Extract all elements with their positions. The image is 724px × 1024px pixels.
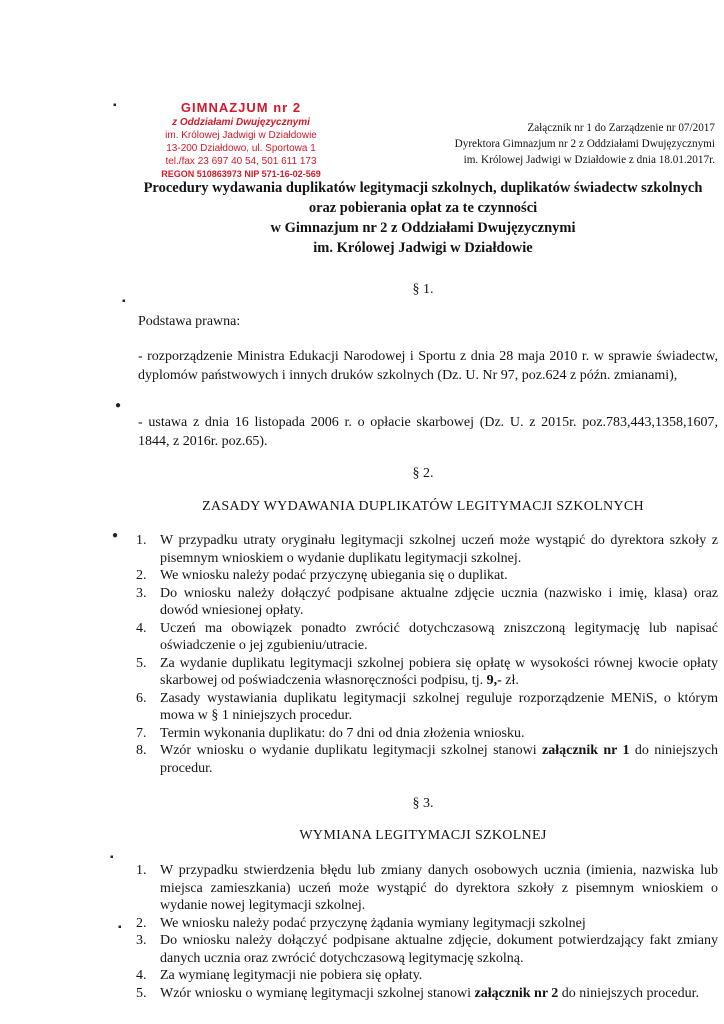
list-item	[136, 862, 718, 915]
stamp-line-1: z Oddziałami Dwujęzycznymi	[172, 117, 310, 128]
item-number: 4.	[136, 968, 147, 983]
list-item	[136, 655, 718, 690]
item-number: 2.	[136, 915, 147, 931]
item-text: Za wymianę legitymacji nie pobiera się opłaty.	[160, 968, 423, 983]
item-text: Do wniosku należy dołączyć podpisane aktualne zdjęcie ucznia (nazwisko i imię, klasa) oraz dowód wniesionej opłaty.	[160, 585, 718, 618]
stamp-line-2: im. Królowej Jadwigi w Działdowie	[165, 130, 317, 141]
attachment-line-2: Dyrektora Gimnazjum nr 2 z Oddziałami Dwujęzycznymi	[454, 138, 715, 150]
attachment-line-3: im. Królowej Jadwigi w Działdowie z dnia 18.01.2017r.	[463, 154, 715, 166]
legal-basis-item-1: - rozporządzenie Ministra Edukacji Narodowej i Sportu z dnia 28 maja 2010 r. w sprawie świadectw, dyplomów państwowych i innych druków szkolnych (Dz. U. Nr 97, poz.624 z późn. zmianami),	[138, 349, 718, 383]
item-text: Uczeń ma obowiązek ponadto zwrócić dotychczasową zniszczoną legitymację lub napisać oświadczenie o jej zgubieniu/utracie.	[160, 620, 718, 653]
title-line-4: im. Królowej Jadwigi w Działdowie	[313, 240, 533, 256]
section-2-heading: ZASADY WYDAWANIA DUPLIKATÓW LEGITYMACJI SZKOLNYCH	[202, 499, 644, 514]
fee-amount: 9,-	[486, 673, 502, 688]
item-number: 6.	[136, 690, 147, 706]
item-number: 2.	[136, 568, 147, 583]
item-number: 3.	[136, 585, 147, 601]
item-text: We wniosku należy podać przyczynę ubiegania się o duplikat.	[160, 568, 508, 583]
attachment-line-1: Załącznik nr 1 do Zarządzenie nr 07/2017	[527, 122, 715, 134]
item-number: 1.	[136, 863, 147, 878]
scan-speck: ●	[115, 400, 122, 411]
list-item	[136, 742, 718, 777]
section-2-list	[136, 532, 718, 777]
attachment-reference: załącznik nr 2	[474, 985, 559, 1001]
list-item	[136, 567, 718, 585]
school-stamp	[150, 100, 332, 181]
item-number: 5.	[136, 985, 147, 1001]
document-title	[128, 178, 718, 258]
item-text: Termin wykonania duplikatu: do 7 dni od dnia złożenia wniosku.	[160, 725, 525, 741]
item-text-post: zł.	[501, 673, 519, 688]
item-number: 5.	[136, 655, 147, 671]
section-3-marker: § 3.	[412, 796, 434, 811]
item-number: 7.	[136, 725, 147, 741]
item-text-pre: Wzór wniosku o wymianę legitymacji szkolnej stanowi	[160, 985, 475, 1001]
item-number: 8.	[136, 743, 147, 758]
item-text-post: do niniejszych procedur.	[160, 743, 718, 776]
list-item	[136, 690, 718, 725]
item-text-pre: Za wydanie duplikatu legitymacji szkolnej pobiera się opłatę w wysokości równej kwocie opłaty skarbowej od poświadczenia własnoręczności podpisu, tj.	[160, 655, 718, 688]
list-item	[136, 585, 718, 620]
item-number: 3.	[136, 933, 147, 948]
stamp-title: GIMNAZJUM nr 2	[180, 100, 302, 115]
title-line-1: Procedury wydawania duplikatów legitymacji szkolnych, duplikatów świadectw szkolnych	[143, 180, 703, 196]
item-text: We wniosku należy podać przyczynę żądania wymiany legitymacji szkolnej	[160, 915, 586, 931]
item-text: Zasady wystawiania duplikatu legitymacji szkolnej reguluje rozporządzenie MENiS, o którym mowa w § 1 niniejszych procedur.	[160, 690, 718, 723]
scan-speck: ▪	[113, 100, 117, 111]
section-2-marker: § 2.	[412, 466, 434, 481]
title-line-2: oraz pobierania opłat za te czynności	[308, 200, 538, 216]
item-number: 4.	[136, 620, 147, 636]
scan-speck: ●	[112, 530, 119, 541]
list-item	[136, 532, 718, 567]
item-text: Do wniosku należy dołączyć podpisane aktualne zdjęcie, dokument potwierdzający fakt zmiany danych ucznia oraz zwrócić dotychczasową legitymację szkolną.	[160, 933, 718, 966]
list-item	[136, 985, 718, 1003]
list-item	[136, 967, 718, 985]
legal-basis-intro: Podstawa prawna:	[138, 314, 241, 329]
item-text-pre: Wzór wniosku o wydanie duplikatu legitymacji szkolnej stanowi	[160, 743, 542, 758]
stamp-line-4: tel./fax 23 697 40 54, 501 611 173	[165, 156, 317, 167]
item-text: W przypadku utraty oryginału legitymacji szkolnej uczeń może wystąpić do dyrektora szkoły z pisemnym wnioskiem o wydanie duplikatu legitymacji szkolnej.	[160, 533, 718, 566]
scan-speck: ▪	[122, 296, 126, 307]
title-line-3: w Gimnazjum nr 2 z Oddziałami Dwujęzycznymi	[270, 220, 576, 236]
attachment-reference: załącznik nr 1	[542, 743, 630, 758]
stamp-line-5: REGON 510863973 NIP 571-16-02-569	[161, 169, 321, 179]
section-3-list	[136, 862, 718, 1002]
list-item	[136, 932, 718, 967]
legal-basis-item-2: - ustawa z dnia 16 listopada 2006 r. o opłacie skarbowej (Dz. U. z 2015r. poz.783,443,1358,1607, 1844, z 2016r. poz.65).	[138, 415, 718, 449]
item-number: 1.	[136, 533, 147, 548]
item-text: W przypadku stwierdzenia błędu lub zmiany danych osobowych ucznia (imienia, nazwiska lub miejsca zamieszkania) uczeń może wystąpić do dyrektora szkoły z pisemnym wnioskiem o wydanie nowej legitymacji szkolnej.	[160, 863, 718, 913]
attachment-note	[400, 120, 715, 168]
list-item	[136, 620, 718, 655]
scan-speck: ▪	[118, 922, 122, 933]
list-item	[136, 915, 718, 933]
section-3-heading: WYMIANA LEGITYMACJI SZKOLNEJ	[299, 828, 547, 843]
list-item	[136, 725, 718, 743]
scan-speck: ▪	[110, 852, 114, 863]
section-1-marker: § 1.	[412, 282, 434, 297]
stamp-line-3: 13-200 Działdowo, ul. Sportowa 1	[166, 143, 316, 154]
item-text-post: do niniejszych procedur.	[558, 985, 700, 1001]
